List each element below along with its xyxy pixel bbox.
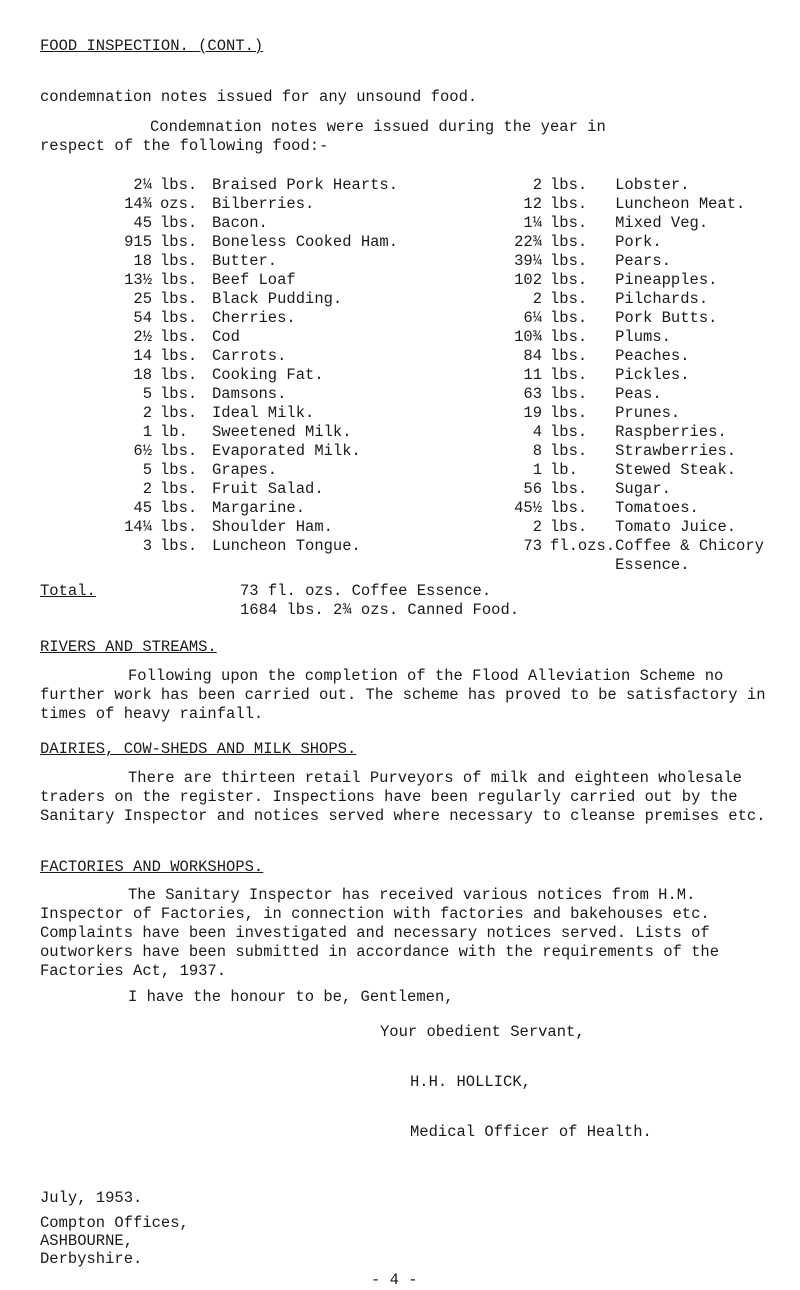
left-quantity: 25 [133,290,152,308]
right-unit: lbs. [550,233,588,251]
right-food-name: Tomato Juice. [615,518,737,536]
right-unit: lbs. [550,290,588,308]
right-quantity: 19 [523,404,542,422]
right-unit: lbs. [550,385,588,403]
left-unit: lbs. [160,385,198,403]
right-food-name: Prunes. [615,404,681,422]
closing-servant: Your obedient Servant, [380,1023,585,1041]
left-food-name: Bilberries. [212,195,315,213]
left-unit: lbs. [160,328,198,346]
right-food-name: Pears. [615,252,671,270]
footer-date: July, 1953. [40,1189,143,1207]
left-quantity: 5 [142,385,152,403]
condemned-food-table [96,176,764,575]
table-row [96,233,764,252]
left-food-name: Cherries. [212,309,296,327]
left-food-name: Margarine. [212,499,306,517]
left-quantity: 18 [133,366,152,384]
left-quantity: 45 [133,214,152,232]
left-quantity: 13½ [124,271,152,289]
left-quantity: 3 [142,537,152,555]
right-food-name: Pork Butts. [615,309,718,327]
left-unit: lbs. [160,309,198,327]
left-quantity: 2 [142,480,152,498]
left-food-name: Evaporated Milk. [212,442,361,460]
left-quantity: 5 [142,461,152,479]
right-quantity [496,556,550,575]
left-unit: lbs. [160,176,198,194]
right-quantity: 56 [523,480,542,498]
table-row [96,271,764,290]
table-row [96,537,764,556]
left-unit: lbs. [160,442,198,460]
right-unit: lbs. [550,271,588,289]
right-food-name: Pineapples. [615,271,718,289]
dairies-heading: DAIRIES, COW-SHEDS AND MILK SHOPS. [40,740,357,758]
right-food-name: Plums. [615,328,671,346]
left-quantity: 14¾ [124,195,152,213]
right-food-name: Pilchards. [615,290,709,308]
left-quantity: 6½ [133,442,152,460]
left-food-name: Boneless Cooked Ham. [212,233,399,251]
right-quantity: 4 [532,423,542,441]
table-row [96,480,764,499]
dairies-body: There are thirteen retail Purveyors of milk and eighteen wholesale traders on the register. Inspections have been regularly carried out by the Sanitary Inspector and notices served where necessary to cleanse premises etc. [40,769,766,825]
left-unit: lbs. [160,252,198,270]
rivers-body: Following upon the completion of the Flood Alleviation Scheme no further work has been carried out. The scheme has proved to be satisfactory in times of heavy rainfall. [40,667,766,723]
table-row [96,214,764,233]
right-unit: lbs. [550,518,588,536]
right-unit: lbs. [550,423,588,441]
table-row [96,499,764,518]
left-unit: lbs. [160,233,198,251]
right-unit: lbs. [550,328,588,346]
right-unit: lbs. [550,195,588,213]
right-food-name: Tomatoes. [615,499,699,517]
right-quantity: 45½ [514,499,542,517]
left-unit: lbs. [160,537,198,555]
left-food-name: Luncheon Tongue. [212,537,361,555]
right-food-name: Mixed Veg. [615,214,709,232]
table-row [96,518,764,537]
table-row [96,347,764,366]
intro-para-line-2: respect of the following food:- [40,137,329,155]
intro-line: condemnation notes issued for any unsound food. [40,88,478,106]
table-row [96,423,764,442]
right-quantity: 11 [523,366,542,384]
right-unit: lbs. [550,252,588,270]
left-unit: ozs. [160,195,198,213]
right-quantity: 1¼ [523,214,542,232]
left-food-name: Shoulder Ham. [212,518,333,536]
table-row [96,404,764,423]
table-row [96,176,764,195]
right-quantity: 102 [514,271,542,289]
left-quantity [96,556,160,575]
signatory-title: Medical Officer of Health. [410,1123,652,1141]
right-unit: lbs. [550,214,588,232]
left-quantity: 45 [133,499,152,517]
right-quantity: 1 [532,461,542,479]
intro-para-line-1: Condemnation notes were issued during the year in [150,118,606,136]
right-quantity: 12 [523,195,542,213]
left-food-name: Carrots. [212,347,287,365]
left-food-name: Black Pudding. [212,290,343,308]
right-quantity: 39¼ [514,252,542,270]
right-unit: lbs. [550,347,588,365]
right-quantity: 2 [532,518,542,536]
left-unit: lbs. [160,290,198,308]
left-food-name: Braised Pork Hearts. [212,176,399,194]
left-food-name: Grapes. [212,461,278,479]
left-quantity: 2½ [133,328,152,346]
left-quantity: 2¼ [133,176,152,194]
right-quantity: 6¼ [523,309,542,327]
left-unit: lbs. [160,366,198,384]
left-food-name: Damsons. [212,385,287,403]
right-quantity: 73 [523,537,542,555]
left-unit: lbs. [160,461,198,479]
left-food-name: Cod [212,328,240,346]
right-unit: lbs. [550,309,588,327]
right-quantity: 8 [532,442,542,460]
total-line-coffee: 73 fl. ozs. Coffee Essence. [240,582,492,600]
right-quantity: 22¾ [514,233,542,251]
table-row [96,461,764,480]
left-unit: lbs. [160,404,198,422]
right-unit: lbs. [550,499,588,517]
right-unit: lbs. [550,176,588,194]
right-quantity: 2 [532,290,542,308]
table-row [96,556,764,575]
left-food-name: Butter. [212,252,278,270]
closing-honour: I have the honour to be, Gentlemen, [128,988,454,1006]
table-row [96,442,764,461]
right-quantity: 2 [532,176,542,194]
factories-body: The Sanitary Inspector has received various notices from H.M. Inspector of Factories, in connection with factories and bakehouses etc. Complaints have been investigated and necessary notices served. Lists of outworkers have been submitted in accordance with the requirements of the Factories Act, 1937. [40,886,720,980]
left-unit: lbs. [160,480,198,498]
table-row [96,366,764,385]
left-food-name: Sweetened Milk. [212,423,352,441]
left-unit [160,556,212,575]
right-food-name: Essence. [615,556,690,574]
left-unit: lbs. [160,271,198,289]
left-quantity: 915 [124,233,152,251]
rivers-heading: RIVERS AND STREAMS. [40,638,217,656]
left-food-name: Bacon. [212,214,268,232]
right-food-name: Pickles. [615,366,690,384]
left-unit: lbs. [160,518,198,536]
table-row [96,309,764,328]
table-row [96,290,764,309]
right-food-name: Stewed Steak. [615,461,737,479]
right-unit: lb. [550,461,578,479]
right-quantity: 10¾ [514,328,542,346]
left-quantity: 54 [133,309,152,327]
table-row [96,252,764,271]
right-food-name: Lobster. [615,176,690,194]
right-unit: fl.ozs. [550,537,616,555]
table-row [96,195,764,214]
left-food-name: Beef Loaf [212,271,296,289]
right-food-name: Coffee & Chicory [615,537,764,555]
table-row [96,328,764,347]
footer-office: Compton Offices, [40,1214,189,1232]
right-unit: lbs. [550,404,588,422]
right-unit: lbs. [550,442,588,460]
left-quantity: 18 [133,252,152,270]
right-food-name: Strawberries. [615,442,737,460]
total-label: Total. [40,582,96,600]
left-quantity: 1 [142,423,152,441]
right-food-name: Sugar. [615,480,671,498]
right-food-name: Raspberries. [615,423,727,441]
right-food-name: Luncheon Meat. [615,195,746,213]
left-quantity: 2 [142,404,152,422]
right-quantity: 63 [523,385,542,403]
right-unit [550,556,615,575]
left-food-name [212,556,496,575]
right-food-name: Pork. [615,233,662,251]
left-food-name: Fruit Salad. [212,480,324,498]
table-row [96,385,764,404]
left-quantity: 14¼ [124,518,152,536]
page-title: FOOD INSPECTION. (CONT.) [40,37,264,55]
footer-town: ASHBOURNE, [40,1232,134,1250]
right-unit: lbs. [550,480,588,498]
page-number: - 4 - [371,1271,418,1289]
right-unit: lbs. [550,366,588,384]
left-food-name: Ideal Milk. [212,404,315,422]
left-quantity: 14 [133,347,152,365]
left-unit: lbs. [160,499,198,517]
right-quantity: 84 [523,347,542,365]
left-unit: lb. [160,423,188,441]
right-food-name: Peaches. [615,347,690,365]
left-unit: lbs. [160,214,198,232]
left-unit: lbs. [160,347,198,365]
footer-county: Derbyshire. [40,1250,143,1268]
total-line-canned: 1684 lbs. 2¾ ozs. Canned Food. [240,601,520,619]
factories-heading: FACTORIES AND WORKSHOPS. [40,858,264,876]
right-food-name: Peas. [615,385,662,403]
left-food-name: Cooking Fat. [212,366,324,384]
signatory-name: H.H. HOLLICK, [410,1073,531,1091]
